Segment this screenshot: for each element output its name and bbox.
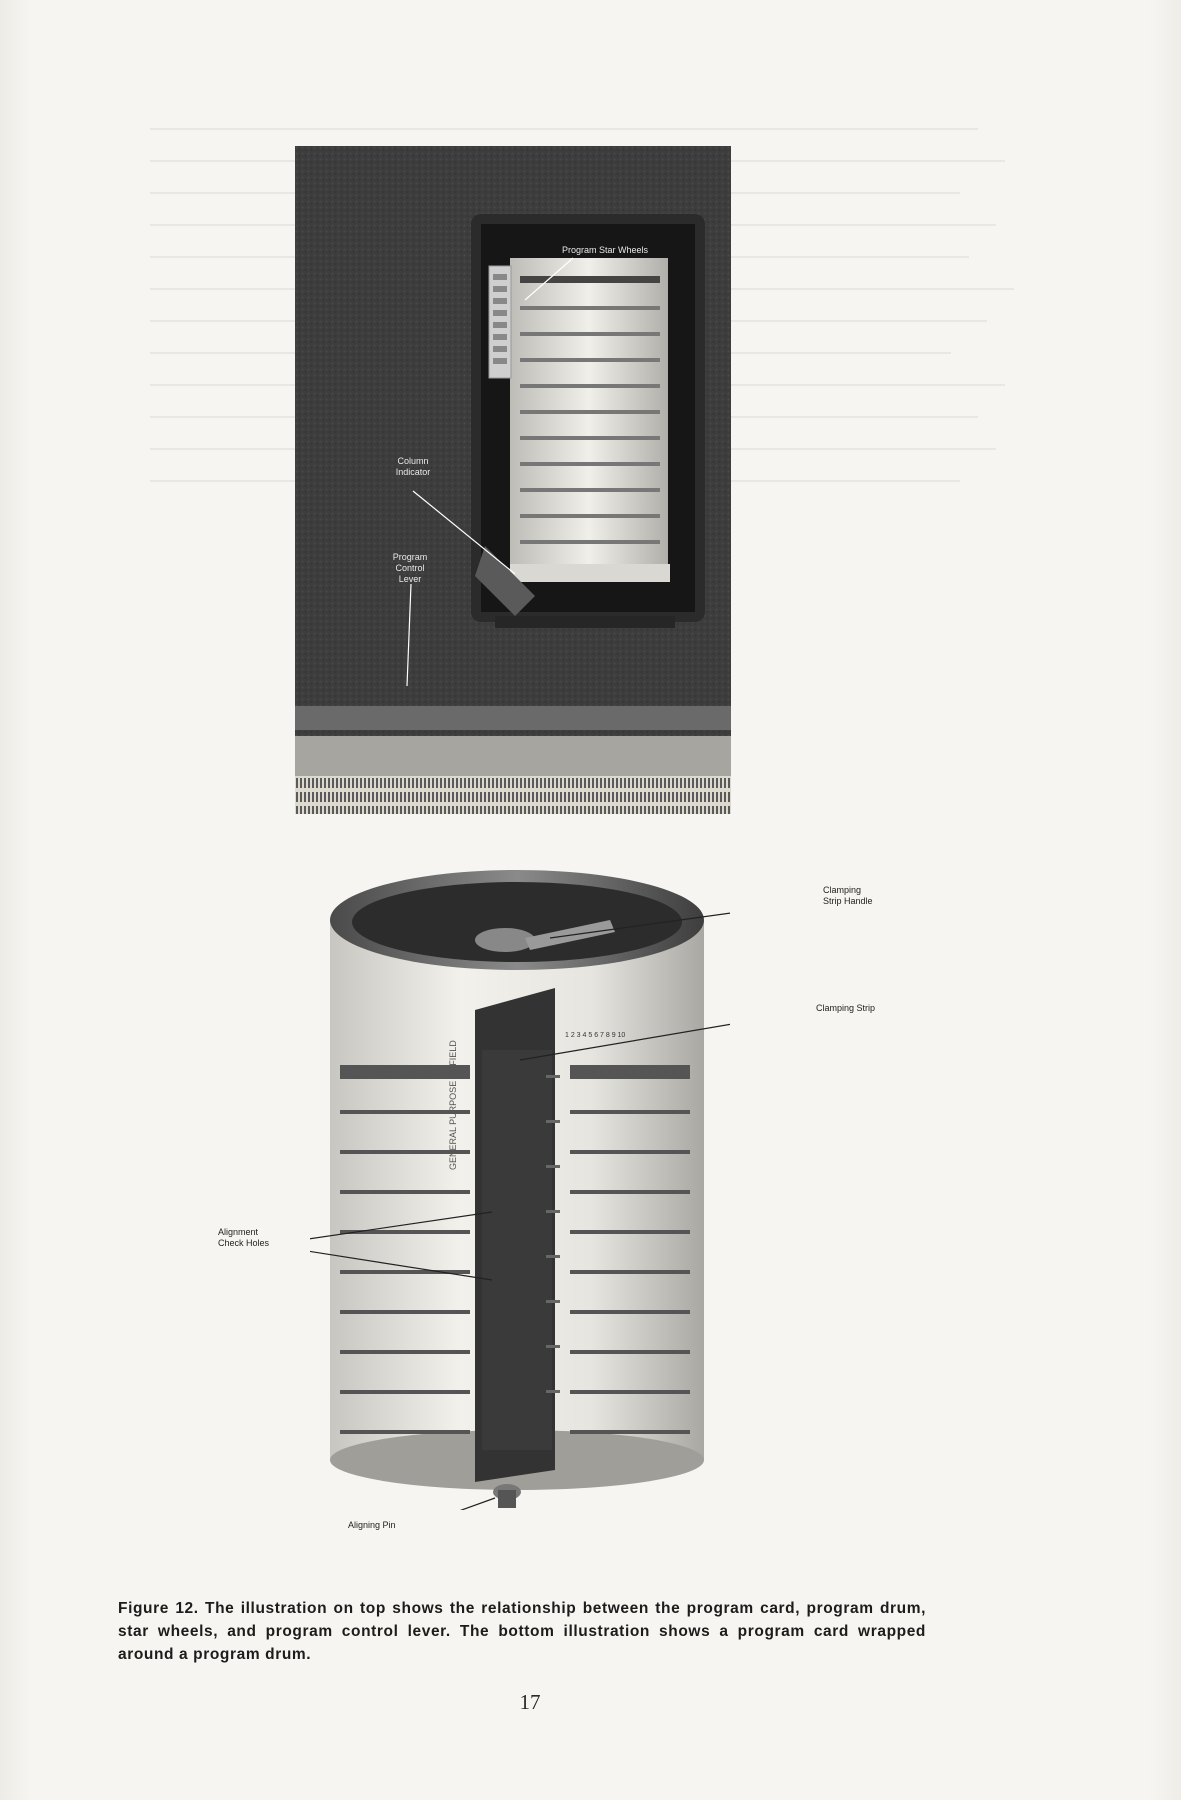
bottom-photo-program-drum bbox=[310, 870, 730, 1510]
figure-caption: Figure 12. The illustration on top shows the relationship between the program card, program drum, star wheels, and program control lever. The bottom illustration shows a program card wrapped around a program drum. bbox=[118, 1600, 926, 1663]
callout-alignment-check-holes: Alignment Check Holes bbox=[218, 1227, 270, 1248]
card-ruler: 1 2 3 4 5 6 7 8 9 10 bbox=[565, 1032, 626, 1039]
callout-program-control-lever: Program Control Lever bbox=[392, 552, 428, 584]
callout-clamping-strip: Clamping Strip bbox=[816, 1003, 876, 1013]
callout-aligning-pin: Aligning Pin bbox=[348, 1520, 396, 1530]
page-number: 17 bbox=[519, 1690, 541, 1714]
callout-program-star-wheels: Program Star Wheels bbox=[561, 245, 649, 255]
top-photo-program-drum-window bbox=[295, 146, 731, 814]
callout-column-indicator: Column Indicator bbox=[395, 456, 431, 477]
card-field-label: GENERAL PURPOSE 20 FIELD bbox=[448, 1040, 458, 1170]
callout-clamping-strip-handle: Clamping Strip Handle bbox=[823, 885, 873, 906]
